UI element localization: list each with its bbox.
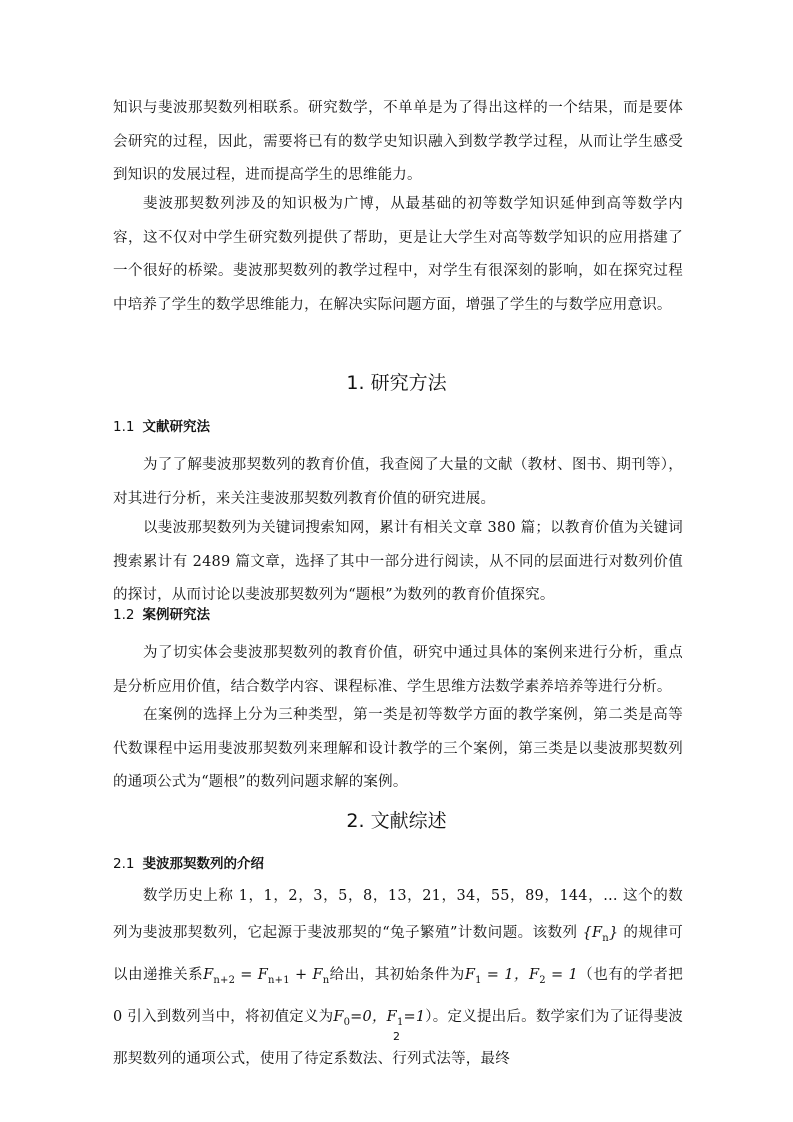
page-number: 2 <box>393 1030 400 1043</box>
paragraph-1-1-a: 为了了解斐波那契数列的教育价值，我查阅了大量的文献（教材、图书、期刊等），对其进行分析，来关注斐波那契数列教育价值的研究进展。 <box>113 457 683 507</box>
initial-condition-text: 给出，其初始条件为 <box>329 966 465 983</box>
initial-condition-f2: $F_2 = 1$ <box>529 966 578 986</box>
subsection-number: 2.1 <box>113 856 135 872</box>
alt-initial-text: （也有的学者把 0 引入到数列当中，将初值定义为 <box>113 966 684 1025</box>
initial-value-f1: $F_1=1$ <box>386 1008 426 1028</box>
paragraph-1-1-b: 以斐波那契数列为关键词搜索知网，累计有相关文章 380 篇；以教育价值为关键词搜索累计有 2489 篇文章，选择了其中一部分进行阅读，从不同的层面进行对数列价值的探讨，从而讨论以斐波那契数列为“题根”为数列的教育价值探究。 <box>113 520 683 603</box>
paragraph-1-2-a: 为了切实体会斐波那契数列的教育价值，研究中通过具体的案例来进行分析，重点是分析应用价值，结合数学内容、课程标准、学生思维方法数学素养培养等进行分析。 <box>113 645 683 695</box>
subsection-title: 文献研究法 <box>142 419 210 435</box>
recurrence-text: 的规律可以由递推关系 <box>113 925 683 983</box>
subsection-title: 斐波那契数列的介绍 <box>142 856 264 872</box>
section-1-title: 1. 研究方法 <box>346 372 447 394</box>
initial-condition-f1: $F_1 = 1$， <box>464 966 530 986</box>
paragraph-2-1: 数学历史上称 1，1，2，3，5，8，13，21，34，55，89，144，… 这个的数列为斐波那契数列，它起源于斐波那契的“兔子繁殖”计数问题。该数列 $\{F_n\}$ 的规律可以由递推关系$F_{n+2} = F_{n+1} + F_n$给出，其初始条件为$F_1 = 1$，$F_2 = 1$（也有的学者把 0 引入到数列当中，将初值定义为$F_0=0$，$F_1=1$）。定义提出后。数学家们为了证得斐波那契数列的通项公式，使用了待定系数法、行列式法等，最终 <box>113 888 684 1067</box>
subsection-number: 1.1 <box>113 419 135 435</box>
subsection-title: 案例研究法 <box>142 607 210 623</box>
initial-value-f0: $F_0=0$， <box>333 1008 387 1028</box>
recurrence-formula: $F_{n+2} = F_{n+1} + F_n$ <box>203 966 330 986</box>
subsection-number: 1.2 <box>113 607 135 623</box>
sequence-symbol: $\{F_n\}$ <box>582 925 619 944</box>
intro-paragraph-1: 知识与斐波那契数列相联系。研究数学，不单单是为了得出这样的一个结果，而是要体会研究的过程，因此，需要将已有的数学史知识融入到数学教学过程，从而让学生感受到知识的发展过程，进而提高学生的思维能力。 <box>113 100 683 183</box>
subsection-2-1-heading <box>113 852 264 872</box>
paragraph-1-2-b: 在案例的选择上分为三种类型，第一类是初等数学方面的教学案例，第二类是高等代数课程中运用斐波那契数列来理解和设计教学的三个案例，第三类是以斐波那契数列的通项公式为“题根”的数列问题求解的案例。 <box>113 707 683 790</box>
intro-paragraph-2: 斐波那契数列涉及的知识极为广博，从最基础的初等数学知识延伸到高等数学内容，这不仅对中学生研究数列提供了帮助，更是让大学生对高等数学知识的应用搭建了一个很好的桥梁。斐波那契数列的教学过程中，对学生有很深刻的影响，如在探究过程中培养了学生的数学思维能力，在解决实际问题方面，增强了学生的与数学应用意识。 <box>113 196 683 313</box>
definition-text: 定义提出后。数学家们为了证得斐波那契数列的通项公式，使用了待定系数法、行列式法等，最终 <box>113 1008 683 1067</box>
subsection-1-2-heading <box>113 603 210 623</box>
section-2-title: 2. 文献综述 <box>346 810 447 832</box>
subsection-1-1-heading <box>113 415 210 435</box>
sequence-text: 数学历史上称 1，1，2，3，5，8，13，21，34，55，89，144，… 这个的数列为斐波那契数列，它起源于斐波那契的“兔子繁殖”计数问题。该数列 <box>113 888 683 941</box>
